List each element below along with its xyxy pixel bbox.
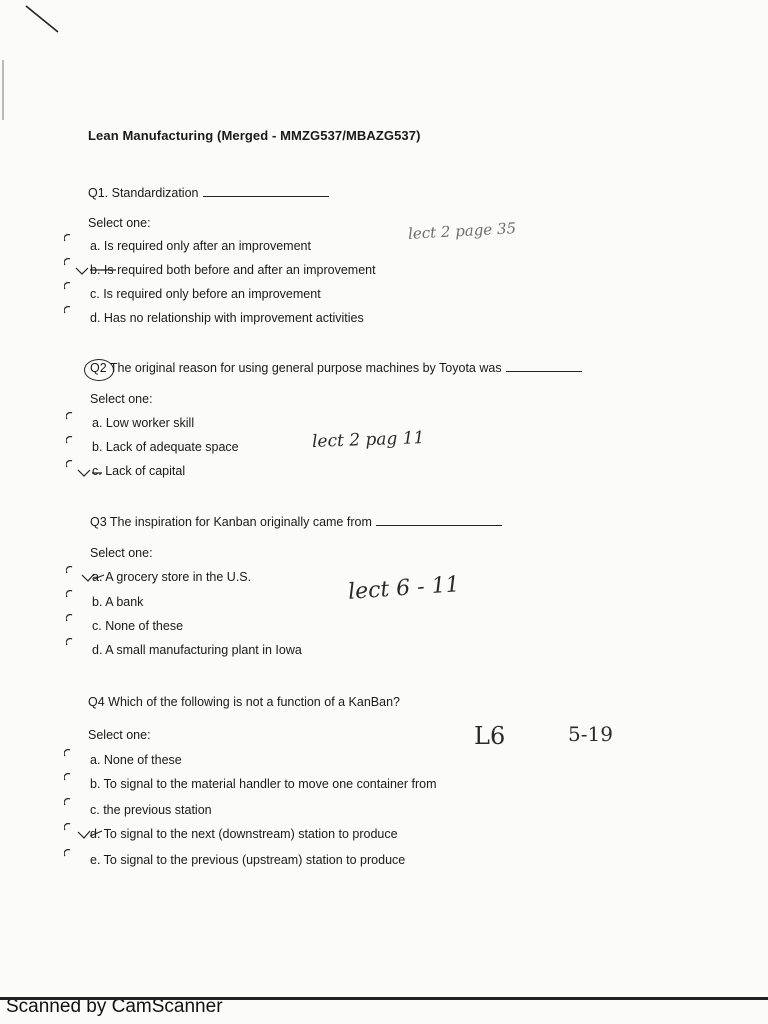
radio-option[interactable]: [64, 773, 72, 781]
question-1: [88, 186, 329, 200]
pen-stroke-mark: [24, 4, 64, 36]
option-label: d. Has no relationship with improvement activities: [90, 311, 364, 325]
option-label: b. A bank: [92, 595, 144, 609]
select-one-label: Select one:: [90, 392, 153, 406]
select-one-label: Select one:: [88, 728, 151, 742]
question-4: Q4 Which of the following is not a function of a KanBan?: [88, 695, 400, 709]
select-one-label: Select one:: [88, 216, 151, 230]
option-label: c. Is required only before an improvement: [90, 287, 321, 301]
option-label: d. To signal to the next (downstream) station to produce: [90, 827, 398, 841]
radio-option[interactable]: [64, 234, 72, 242]
option-label: c. Lack of capital: [92, 464, 186, 478]
option-label: b. Lack of adequate space: [92, 440, 239, 454]
question-1-text: Q1. Standardization: [88, 186, 199, 200]
question-3: [90, 515, 502, 529]
radio-option[interactable]: [66, 614, 74, 622]
handwritten-note-q4-right: 5-19: [568, 722, 613, 746]
question-2: [90, 361, 582, 375]
answer-blank: [506, 361, 582, 372]
radio-option[interactable]: [64, 306, 72, 314]
answer-blank: [203, 186, 329, 197]
scanner-watermark: Scanned by CamScanner: [6, 1000, 223, 1017]
option-label: e. To signal to the previous (upstream) station to produce: [90, 853, 406, 867]
answer-blank: [376, 515, 502, 526]
handwritten-note-q3: lect 6 - 11: [347, 572, 461, 605]
radio-option[interactable]: [66, 566, 74, 574]
handwritten-note-q4-left: L6: [474, 722, 506, 750]
radio-option[interactable]: [64, 798, 72, 806]
option-label: c. None of these: [92, 619, 184, 633]
option-label: a. Is required only after an improvement: [90, 239, 311, 253]
option-label: c. the previous station: [90, 803, 212, 817]
radio-option[interactable]: [64, 282, 72, 290]
scan-edge-mark: [2, 60, 4, 120]
handwritten-note-q2: lect 2 pag 11: [311, 428, 425, 452]
radio-option[interactable]: [66, 460, 74, 468]
radio-option[interactable]: [64, 849, 72, 857]
handwritten-note-q1: lect 2 page 35: [407, 219, 517, 243]
option-label: a. A grocery store in the U.S.: [92, 570, 252, 584]
radio-option[interactable]: [66, 638, 74, 646]
question-3-text: Q3 The inspiration for Kanban originally came from: [90, 515, 372, 529]
radio-option[interactable]: [64, 258, 72, 266]
radio-option[interactable]: [66, 590, 74, 598]
option-label: a. None of these: [90, 753, 182, 767]
radio-option[interactable]: [64, 823, 72, 831]
radio-option[interactable]: [66, 436, 74, 444]
option-label: b. Is required both before and after an improvement: [90, 263, 376, 277]
option-label: d. A small manufacturing plant in Iowa: [92, 643, 302, 657]
radio-option[interactable]: [64, 749, 72, 757]
radio-option[interactable]: [66, 412, 74, 420]
document-title: Lean Manufacturing (Merged - MMZG537/MBAZG537): [88, 128, 421, 143]
question-2-text: Q2 The original reason for using general purpose machines by Toyota was: [90, 361, 502, 375]
option-label: a. Low worker skill: [92, 416, 195, 430]
option-label: b. To signal to the material handler to move one container from: [90, 777, 437, 791]
select-one-label: Select one:: [90, 546, 153, 560]
